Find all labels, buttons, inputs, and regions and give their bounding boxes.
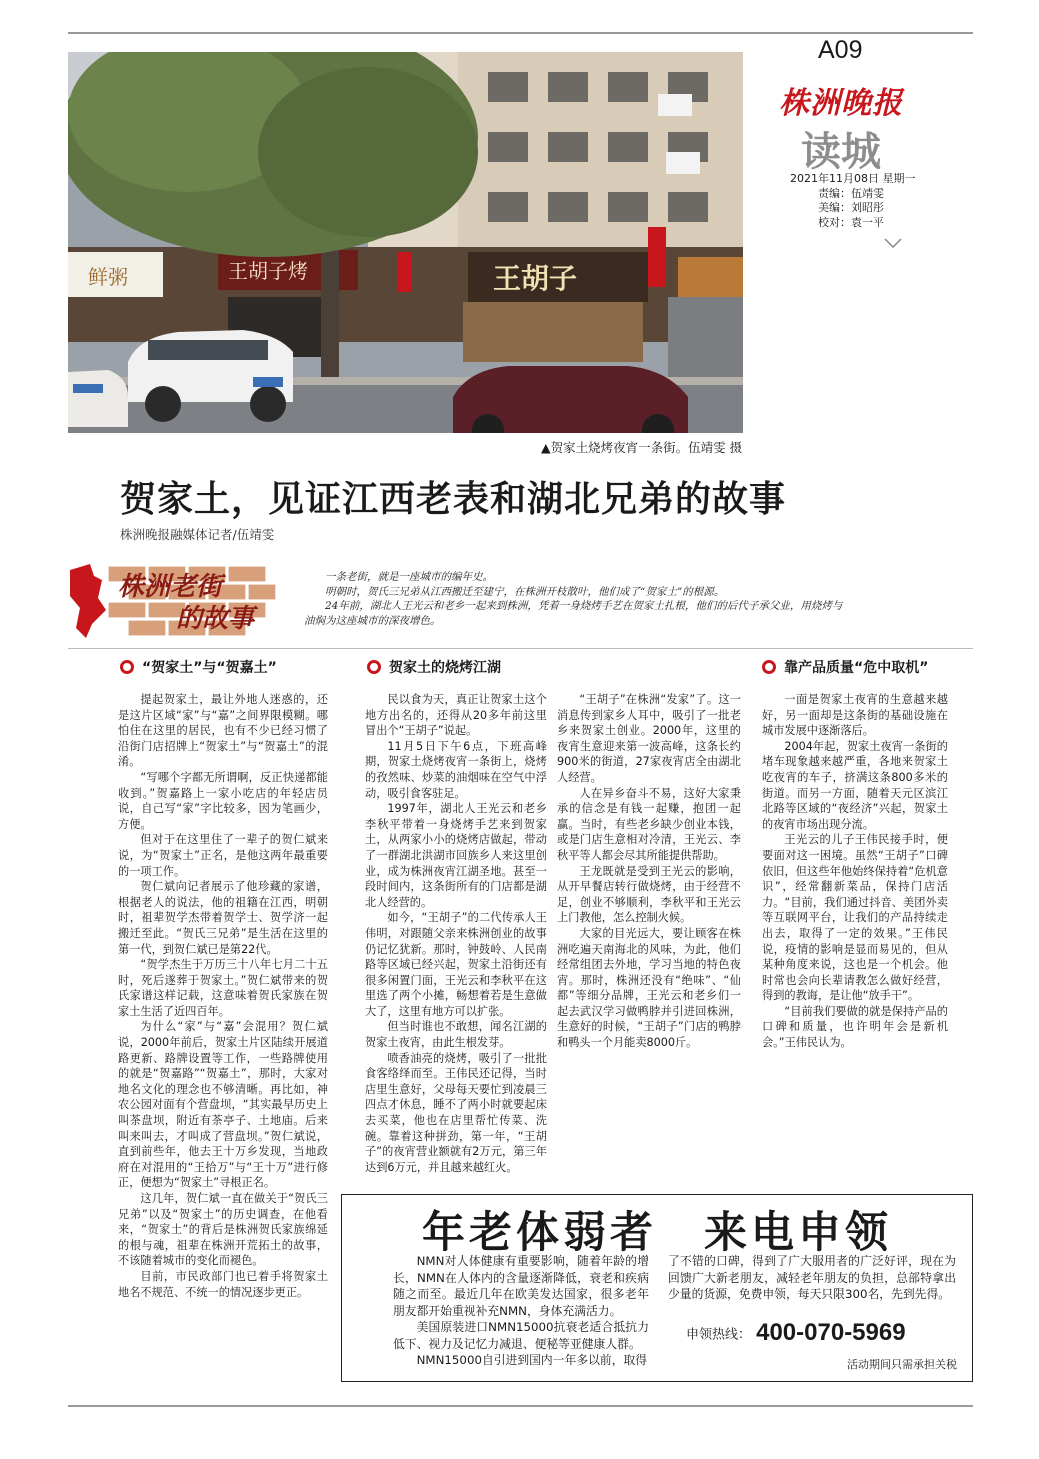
article-lede [304,570,844,628]
body-paragraph: 但对于在这里住了一辈子的贺仁斌来说，为“贺家土”正名，是他这两年最重要的一项工作。 [118,833,328,878]
body-paragraph: 人在异乡奋斗不易，这好大家秉承的信念是有钱一起赚，抱团一起赢。当时，有些老乡缺少创业本钱，或是门店生意相对冷清，王光云、李秋平等人都会尽其所能提供帮助。 [557,786,741,862]
column-2 [365,692,547,1175]
body-paragraph: 为什么“家”与“嘉”会混用？贺仁斌说，2000年前后，贺家土片区陆续开展道路更新、路牌设置等工作，一些路牌使用的就是“贺嘉路”“贺嘉土”，那时，大家对地名文化的理念也不够清晰。再比如，神农公园对面有个营盘坝，“其实最早历史上叫茶盘坝，附近有茶亭子、土地庙。后来叫来叫去，才叫成了营盘坝。”贺仁斌说，直到前些年，他去王十万乡发现，当地政府在对混用的“王拾万”与“王十万”进行修正，便想为“贺家土”寻根正名。 [118,1020,328,1190]
body-paragraph: “目前我们要做的就是保持产品的口碑和质量，也许明年会是新机会。”王伟民认为。 [762,1004,948,1050]
subhead-he-jia-tu [120,656,277,678]
advertisement-box [341,1194,973,1382]
sign-wang-huzi-small: 王胡子烤 [228,259,308,283]
meta-block [790,172,916,230]
ad-paragraph: NMN15000自引进到国内一年多以前，取得 [416,1353,648,1367]
column-1 [118,692,328,1300]
series-title-line2: 的故事 [176,604,255,634]
top-rule [68,32,973,34]
body-paragraph: 民以食为天，真正让贺家土这个地方出名的，还得从20多年前这里冒出个“王胡子”说起。 [365,693,547,738]
body-paragraph: 如今，“王胡子”的二代传承人王伟明，对跟随父亲来株洲创业的故事仍记忆犹新。那时，钟鼓岭、人民南路等区域已经兴起，贺家土沿街还有很多闲置门面，王光云和李秋平在这里选了两个小摊，畅想着若是生意做大了，这里有地方可以扩张。 [365,911,547,1018]
editor-line: 责编：伍靖雯 [818,186,884,200]
ad-paragraph: 了不错的口碑，得到了广大服用者的广泛好评，现在为回馈广大新老朋友，减轻老年朋友的负担，总部特拿出少量的货源，免费申领，每天只限300名，先到先得。 [668,1254,956,1301]
bullet-circle-icon [120,660,134,674]
body-paragraph: 喷香油亮的烧烤，吸引了一批批食客络绎而至。王伟民还记得，当时店里生意好，父母每天要忙到凌晨三四点才休息，睡不了两小时就要起床去买菜，他也在店里帮忙传菜、洗碗。靠着这种拼劲，第一年，“王胡子”的夜宵营业额就有2万元，第三年达到6万元，并且越来越红火。 [365,1051,547,1174]
body-paragraph: 2004年起，贺家土夜宵一条街的堵车现象越来越严重，各地来贺家土吃夜宵的车子，挤满这条800多米的街道。而另一方面，随着天元区滨江北路等区域的“夜经济”兴起，贺家土的夜宵市场出现分流。 [762,739,948,831]
sign-left: 鲜粥 [88,265,128,289]
body-paragraph: 大家的目光远大，要让顾客在株洲吃遍天南海北的风味，为此，他们经常组团去外地，学习当地的特色夜宵。那时，株洲还没有“绝味”、“仙都”等细分品牌，王光云和老乡们一起去武汉学习做鸭脖并引进回株洲，生意好的时候，“王胡子”门店的鸭脖和鸭头一个月能卖8000斤。 [557,926,741,1050]
subhead-quality [762,656,928,678]
subhead-bbq [367,656,501,678]
ad-paragraph: NMN对人体健康有重要影响，随着年龄的增长，NMN在人体内的含量逐渐降低，衰老和疾病随之而至。最近几年在欧美发达国家，很多老年朋友都开始重视补充NMN，身体充满活力。 [393,1254,649,1318]
street-scene [68,52,743,433]
ad-column-2 [668,1253,956,1303]
ad-paragraph: 美国原装进口NMN15000抗衰老适合抵抗力低下、视力及记忆力减退、便秘等亚健康人群。 [393,1320,649,1351]
body-paragraph: 一面是贺家土夜宵的生意越来越好，另一面却是这条街的基础设施在城市发展中逐渐落后。 [762,693,948,738]
date-line: 2021年11月08日 星期一 [790,172,916,185]
body-paragraph: 提起贺家土，最让外地人迷惑的，还是这片区域“家”与“嘉”之间界限模糊。哪怕住在这里的居民，也有不少已经习惯了沿街门店招牌上“贺家土”与“贺嘉土”的混淆。 [118,693,328,769]
lede-paragraph: 一条老街，就是一座城市的编年史。 [325,571,493,583]
subhead-label: “贺家土”与“贺嘉土” [142,660,277,676]
subhead-label: 贺家土的烧烤江湖 [389,660,501,676]
body-paragraph: 1997年，湖北人王光云和老乡李秋平带着一身烧烤手艺来到贺家土，从两家小小的烧烤店做起，带动了一群湖北洪湖市回族乡人来这里创业，成为株洲夜宵江湖圣地。甚至一段时间内，这条街所有的门店都是湖北人经营的。 [365,802,547,909]
bullet-circle-icon [367,660,381,674]
hotline-label: 申领热线： [686,1327,752,1343]
street-photo [68,52,743,433]
designer-line: 美编：刘昭彤 [818,201,884,214]
body-paragraph: 贺仁斌向记者展示了他珍藏的家谱，根据老人的说法，他的祖籍在江西，明朝时，祖辈贺学杰带着贺学士、贺学济一起搬迁至此。“贺氏三兄弟”是生活在这里的第一代，到贺仁斌已是第22代。 [118,880,328,956]
series-badge [68,558,278,640]
body-paragraph: “贺学杰生于万历三十八年七月二十五时，死后遂葬于贺家土。”贺仁斌带来的贺氏家谱这样记载，这意味着贺氏家族在贺家土生活了近四百年。 [118,958,328,1018]
article-headline: 贺家土，见证江西老表和湖北兄弟的故事 [120,479,787,520]
lede-paragraph: 24年前，湖北人王光云和老乡一起来到株洲，凭着一身烧烤手艺在贺家土扎根，他们的后代子承父业，用烧烤与油焖为这座城市的深夜增色。 [304,600,843,627]
lede-paragraph: 明朝时，贺氏三兄弟从江西搬迁至建宁，在株洲开枝散叶，他们成了“贺家土”的根源。 [325,585,725,598]
body-paragraph: “王胡子”在株洲“发家”了。这一消息传到家乡人耳中，吸引了一批老乡来贺家土创业。2000年，这里的夜宵生意迎来第一波高峰，这条长约900米的街道，27家夜宵店全由湖北人经营。 [557,693,741,784]
masthead-logo: 株洲晚报 [779,86,903,121]
hotline-number: 400-070-5969 [756,1319,906,1346]
lede-rule [68,648,973,649]
body-paragraph: 王光云的儿子王伟民接手时，便要面对这一困境。虽然“王胡子”口碑依旧，但这些年他始终保持着“危机意识”，经常翻新菜品，保持门店活力。“目前，我们通过抖音、美团外卖等互联网平台，让我们的产品持续走出去，取得了一定的效果。”王伟民说，疫情的影响是显而易见的，但从某种角度来说，这也是一个机会。他时常也会向长辈请教怎么做好经营，得到的教诲，是让他“放手干”。 [762,833,948,1003]
ad-note: 活动期间只需承担关税 [847,1358,957,1371]
page-number: A09 [818,36,863,64]
ad-column-1 [393,1253,649,1369]
column-3 [557,692,741,1051]
body-paragraph: “写哪个字都无所谓啊，反正快递都能收到。”贺嘉路上一家小吃店的年轻店员说，自己写“家”字比较多，因为笔画少，方便。 [118,770,328,831]
body-paragraph: 王龙既就是受到王光云的影响，从开早餐店转行做烧烤，由于经营不足，创业不够顺利，李秋平和王光云上门教他，怎么控制火候。 [557,864,741,925]
body-paragraph: 11月5日下午6点，下班高峰期，贺家土烧烤夜宵一条街上，烧烤的孜然味、炒菜的油烟味在空气中浮动，吸引食客驻足。 [365,739,547,800]
body-paragraph: 这几年，贺仁斌一直在做关于“贺氏三兄弟”以及“贺家土”的历史调查，在他看来，“贺家土”的背后是株洲贺氏家族绵延的根与魂，祖辈在株洲开荒拓土的故事，不该随着城市的变化而褪色。 [118,1192,328,1268]
body-paragraph: 但当时谁也不敢想，闻名江湖的贺家土夜宵，由此生根发芽。 [365,1020,547,1050]
proofreader-line: 校对：袁一平 [818,215,884,229]
subhead-label: 靠产品质量“危中取机” [784,660,929,676]
bottom-rule [68,1405,973,1407]
sign-wang-huzi: 王胡子 [493,262,578,295]
ad-hotline [686,1319,906,1347]
bullet-circle-icon [762,660,776,674]
photo-caption: ▲贺家土烧烤夜宵一条街。伍靖雯 摄 [541,440,743,455]
body-paragraph: 目前，市民政部门也已着手将贺家土地名不规范、不统一的情况逐步更正。 [118,1269,328,1299]
series-title-line1: 株洲老街 [118,572,223,602]
article-byline: 株洲晚报融媒体记者/伍靖雯 [120,527,275,542]
chevron-down-icon [884,238,902,248]
ad-title: 年老体弱者 来电申领 [422,1208,892,1258]
section-title: 读城 [801,128,881,175]
column-4 [762,692,948,1051]
